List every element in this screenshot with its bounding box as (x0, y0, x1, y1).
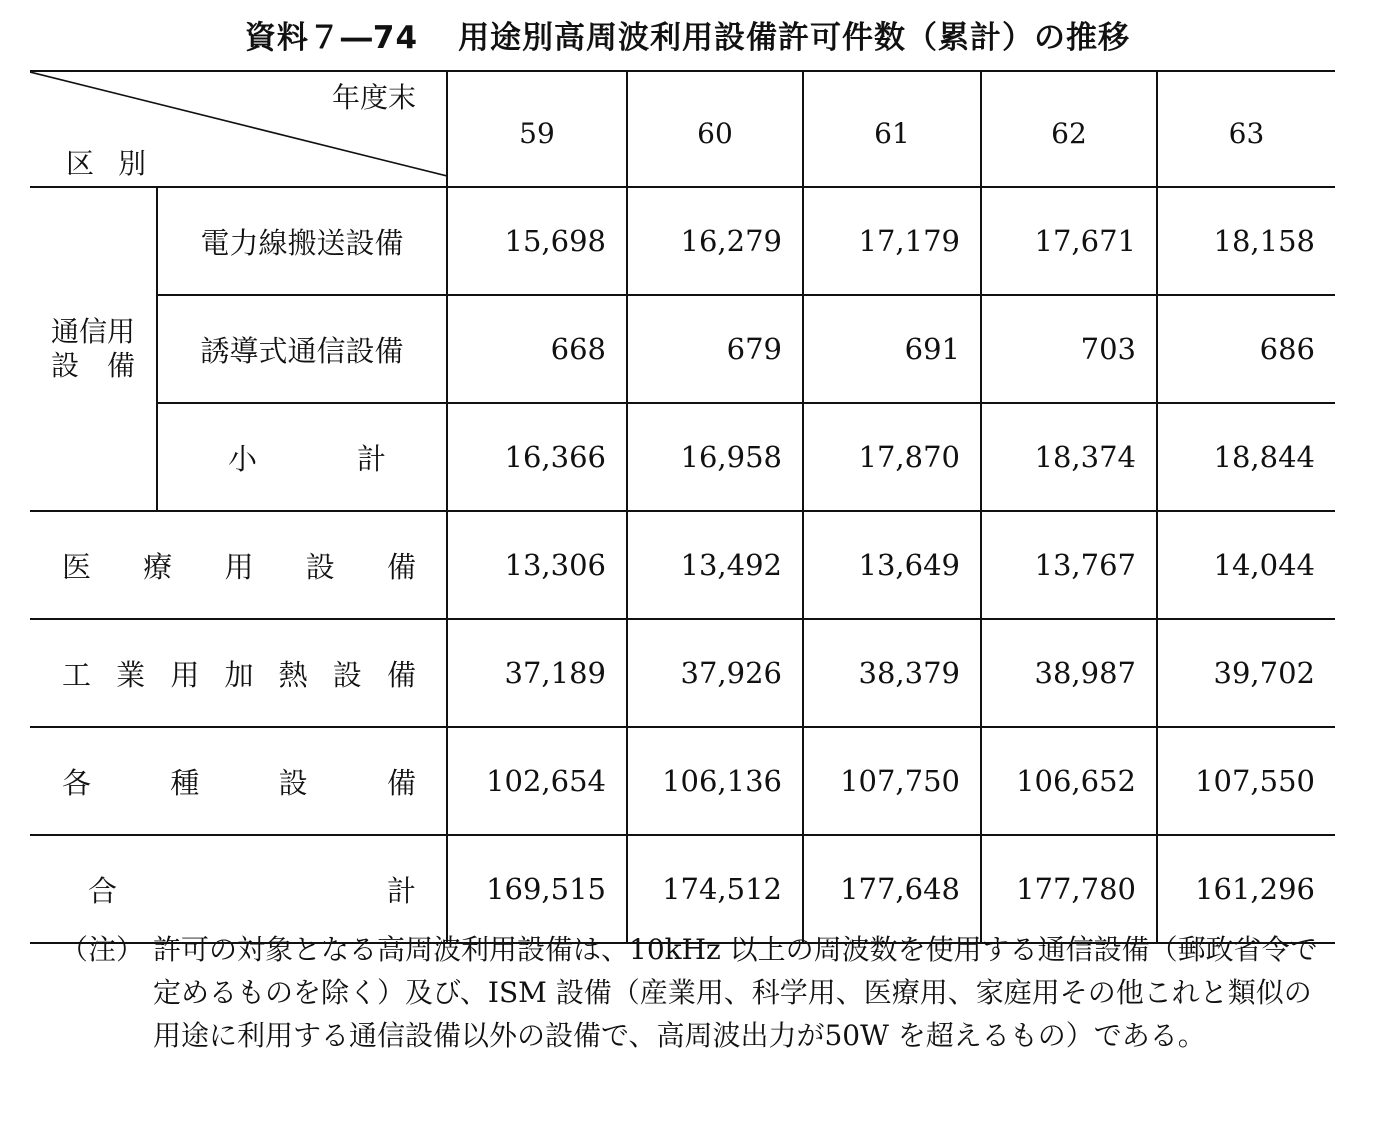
row-label-char: 種 (170, 765, 200, 800)
table-cell: 39,702 (1157, 619, 1335, 727)
table-row (30, 295, 1335, 403)
table-cell: 102,654 (447, 727, 627, 835)
table-cell: 18,844 (1157, 403, 1335, 511)
row-label: 誘導式通信設備 (157, 295, 447, 403)
footnote-tag: （注） (60, 933, 145, 966)
title-code: 資料７―74 (244, 20, 419, 56)
header-row (30, 71, 1335, 187)
footnote-text: 許可の対象となる高周波利用設備は、10kHz 以上の周波数を使用する通信設備（郵政省令で定めるものを除く）及び、ISM 設備（産業用、科学用、医療用、家庭用その他これと類似の用途に利用する通信設備以外の設備で、高周波出力が50W を超えるもの）である。 (153, 933, 1318, 1052)
table-row-total (30, 835, 1335, 943)
table-cell: 17,671 (981, 187, 1157, 295)
footnote (60, 928, 1320, 1057)
table-cell: 106,652 (981, 727, 1157, 835)
table-cell: 174,512 (627, 835, 803, 943)
table-cell: 169,515 (447, 835, 627, 943)
permit-count-table (30, 70, 1335, 944)
year-header: 59 (447, 71, 627, 187)
row-label-char: 業 (116, 657, 146, 692)
corner-header-cell (30, 71, 447, 187)
table-cell: 161,296 (1157, 835, 1335, 943)
table-row (30, 727, 1335, 835)
table-row (30, 619, 1335, 727)
table-cell: 17,870 (803, 403, 981, 511)
year-header: 63 (1157, 71, 1335, 187)
table-row (30, 511, 1335, 619)
table-cell: 107,750 (803, 727, 981, 835)
table-cell: 16,279 (627, 187, 803, 295)
table-cell: 703 (981, 295, 1157, 403)
row-label-char: 熱 (278, 657, 308, 692)
table-cell: 16,958 (627, 403, 803, 511)
year-header: 60 (627, 71, 803, 187)
row-label-char: 備 (386, 657, 416, 692)
table-cell: 13,649 (803, 511, 981, 619)
table-cell: 37,189 (447, 619, 627, 727)
row-label-subtotal: 小 計 (157, 403, 447, 511)
table-row (30, 403, 1335, 511)
table-cell: 38,379 (803, 619, 981, 727)
category-label: 区別 (66, 147, 171, 180)
table-cell: 13,767 (981, 511, 1157, 619)
group-label-telecom: 通信用 設 備 (50, 315, 135, 382)
table-row (30, 187, 1335, 295)
row-label-char: 設 (305, 549, 335, 584)
table-cell: 14,044 (1157, 511, 1335, 619)
table-cell: 107,550 (1157, 727, 1335, 835)
table-cell: 668 (447, 295, 627, 403)
row-label-char: 工 (62, 657, 92, 692)
year-header: 62 (981, 71, 1157, 187)
table-cell: 16,366 (447, 403, 627, 511)
year-header: 61 (803, 71, 981, 187)
table-cell: 18,374 (981, 403, 1157, 511)
table-cell: 177,648 (803, 835, 981, 943)
row-label-misc (30, 727, 447, 835)
table-cell: 38,987 (981, 619, 1157, 727)
table-cell: 106,136 (627, 727, 803, 835)
row-label-char: 備 (386, 549, 416, 584)
table-cell: 37,926 (627, 619, 803, 727)
row-label-industrial (30, 619, 447, 727)
row-label: 電力線搬送設備 (157, 187, 447, 295)
row-label-char: 加 (224, 657, 254, 692)
row-label-char: 医 (62, 549, 92, 584)
row-label-char: 用 (170, 657, 200, 692)
row-label-medical (30, 511, 447, 619)
table-cell: 17,179 (803, 187, 981, 295)
year-end-label: 年度末 (331, 81, 416, 114)
page-title (0, 12, 1375, 57)
row-label-char: 各 (62, 765, 92, 800)
table-cell: 18,158 (1157, 187, 1335, 295)
title-text: 用途別高周波利用設備許可件数（累計）の推移 (458, 20, 1131, 56)
table-cell: 15,698 (447, 187, 627, 295)
table-cell: 686 (1157, 295, 1335, 403)
row-label-char: 設 (332, 657, 362, 692)
table-cell: 691 (803, 295, 981, 403)
table-cell: 177,780 (981, 835, 1157, 943)
row-label-char: 備 (386, 765, 416, 800)
table-cell: 13,492 (627, 511, 803, 619)
row-label-char: 療 (143, 549, 173, 584)
row-label-char: 設 (278, 765, 308, 800)
row-label-total: 合 計 (30, 835, 447, 943)
table-cell: 679 (627, 295, 803, 403)
table-cell: 13,306 (447, 511, 627, 619)
row-label-char: 用 (224, 549, 254, 584)
